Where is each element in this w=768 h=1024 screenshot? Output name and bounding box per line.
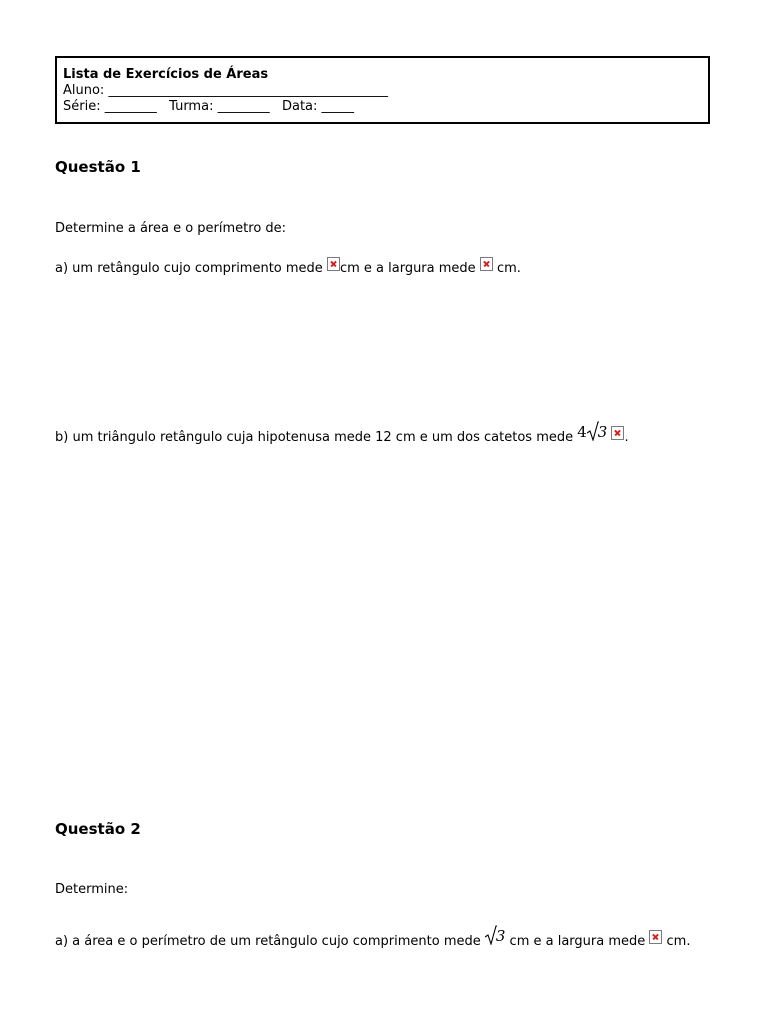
questao-1-item-a <box>55 257 521 276</box>
item-a-text-2: cm e a largura mede <box>339 261 480 276</box>
square-root-icon <box>485 926 506 944</box>
formula-coefficient: 4 <box>577 423 587 441</box>
formula-radicand: 3 <box>495 927 506 945</box>
q2-item-a-text-2: cm e a largura mede <box>505 934 650 949</box>
q2-item-a-text-1: a) a área e o perímetro de um retângulo cujo comprimento mede <box>55 934 485 949</box>
item-b-text-2: . <box>624 430 629 445</box>
item-a-text-3: cm. <box>492 261 521 276</box>
document-title: Lista de Exercícios de Áreas <box>63 67 269 82</box>
header-box <box>55 56 710 124</box>
item-b-text-1: b) um triângulo retângulo cuja hipotenusa mede 12 cm e um dos catetos mede <box>55 430 578 445</box>
aluno-field-line: Aluno: ___________________________________________ <box>63 83 388 98</box>
serie-turma-data-line: Série: ________ Turma: ________ Data: _____ <box>63 99 355 114</box>
broken-image-icon <box>480 257 493 271</box>
broken-image-icon <box>649 930 662 944</box>
root-three-formula <box>485 926 506 945</box>
four-root-three-formula <box>577 422 607 441</box>
item-a-text-1: a) um retângulo cujo comprimento mede <box>55 261 327 276</box>
questao-2-heading: Questão 2 <box>55 820 141 838</box>
questao-2-intro: Determine: <box>55 882 129 897</box>
square-root-icon <box>587 422 608 440</box>
q2-item-a-text-3: cm. <box>662 934 691 949</box>
formula-radicand: 3 <box>597 423 608 441</box>
questao-1-heading: Questão 1 <box>55 158 141 176</box>
questao-1-intro: Determine a área e o perímetro de: <box>55 221 287 236</box>
questao-1-item-b <box>55 422 629 445</box>
broken-image-icon <box>611 426 624 440</box>
questao-2-item-a <box>55 926 690 949</box>
broken-image-icon <box>327 257 340 271</box>
